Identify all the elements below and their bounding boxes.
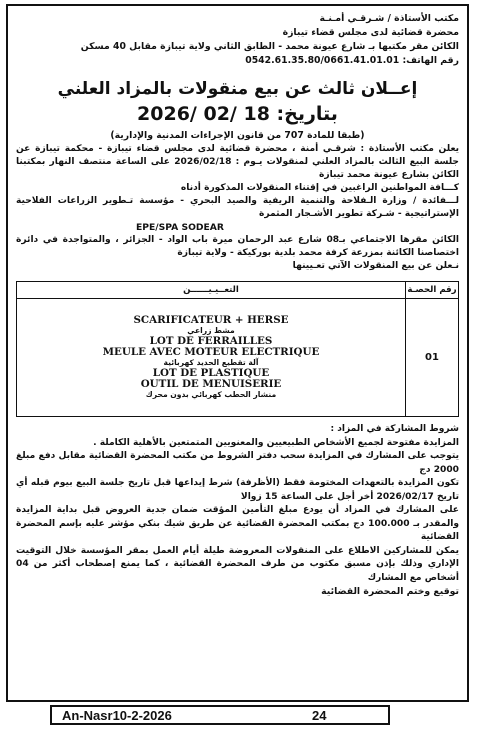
table-row — [17, 299, 459, 417]
auction-notice — [6, 4, 469, 702]
page-number: 24 — [312, 708, 327, 723]
date-label: بتاريخ: — [269, 103, 338, 125]
condition-item: يتوجب على المشارك في المزايدة سحب دفتر الشروط من مكتب المحضرة القضائية مقابل دفع مبلغ 2000 دج — [16, 451, 459, 475]
publication-footer — [50, 705, 390, 725]
office-header — [16, 12, 459, 68]
participation-conditions — [16, 423, 459, 599]
lot-item: MEULE AVEC MOTEUR ELECTRIQUE — [102, 346, 320, 358]
condition-item: المزايدة مفتوحة لجميع الأشخاص الطبيعيين والمعنويين المتمتعين بالأهلية الكاملة . — [93, 437, 459, 448]
lot-item: آلة تقطيع الحديد كهربائية — [163, 358, 259, 367]
lot-designation — [17, 299, 406, 417]
intro-beneficiary: لـــفائدة / وزارة الـفلاحة والتنمية الريفية والصيد البحري - مؤسسة تـطوير الزراعات الفلاحية الإستراتيجية - شـركة تطوير الأشـجار المثمرة — [16, 196, 459, 219]
col-lot-number: رقم الحصـة — [406, 282, 459, 299]
condition-item: على المشارك في المزاد أن يودع مبلغ التأمين المؤقت ضمان جدية العروض قبل بداية المزايدة والمقدر بـ 100.000 دج بمكتب المحضرة القضائية عن طريق شيك بنكي مؤشر عليه بإسم المحضرة القضائية — [16, 505, 460, 542]
lot-item: LOT DE FERRAILLES — [149, 335, 273, 347]
lots-table — [16, 281, 459, 417]
lot-item: LOT DE PLASTIQUE — [152, 367, 270, 379]
lot-number: 01 — [406, 299, 459, 417]
office-phone — [16, 54, 459, 68]
notice-date — [16, 102, 459, 126]
law-reference: (طبقا للمادة 707 من قانون الإجراءات المدنية والإدارية) — [110, 130, 365, 141]
lot-item: مشط زراعي — [187, 326, 235, 335]
phone-numbers: 0542.61.35.80/0661.41.01.01 — [245, 55, 400, 66]
office-role: محضرة قضائية لدى مجلس قضاء تيبازة — [282, 27, 459, 38]
signature-line: توقيع وختم المحضرة القضائية — [321, 586, 459, 597]
table-header-row — [17, 282, 459, 299]
intro-announce: نـعلن عن بيع المنقولات الآتي تعـيينها — [292, 261, 459, 271]
office-name: مكتب الأستاذة / شـرقـي أمـنـة — [319, 13, 459, 24]
office-address: الكائن مقر مكتبها بـ شارع عيونة محمد - الطابق الثاني ولاية تيبازة مقابل 40 مسكن — [80, 41, 459, 52]
lot-item: OUTIL DE MENUISERIE — [140, 378, 282, 390]
condition-item: يمكن للمشاركين الاطلاع على المنقولات المعروضة طيلة أيام العمل بمقر المؤسسة خلال التوقيت الإداري وذلك بإذن مسبق مكتوب من طرف المحضرة القضائية ، كما يمنع إصطحاب أكثر من 04 أشخاص مع المشارك — [16, 545, 459, 583]
lot-item: SCARIFICATEUR + HERSE — [133, 314, 289, 326]
conditions-heading: شروط المشاركة في المزاد : — [330, 424, 459, 434]
notice-body — [16, 143, 459, 273]
notice-title: إعــلان ثالث عن بيع منقولات بالمزاد العلني — [57, 79, 418, 99]
col-designation: التعــيـيــــــن — [17, 282, 406, 299]
publication-reference: An-Nasr10-2-2026 — [62, 708, 172, 723]
company-name: EPE/SPA SODEAR — [136, 222, 224, 233]
intro-company-address: الكائن مقرها الاجتماعي بـ08 شارع عبد الرحمان ميرة باب الواد - الجزائر ، والمتواجدة في دائرة اختصاصنا الكائنة بمزرعة كرفة محمد بلدية بوركيكة - ولاية تيبازة — [16, 235, 459, 258]
intro-audience: كـــافة المواطنين الراغبين في إقتناء المنقولات المذكورة أدناه — [180, 183, 459, 193]
date-value: 2026/ 02/ 18 — [137, 103, 270, 125]
lot-item: منشار الحطب كهربائي بدون محرك — [145, 390, 277, 399]
phone-label: رقم الهاتف: — [399, 55, 459, 66]
intro-paragraph: يعلن مكتب الأستاذة : شرقـي أمنة ، محضرة قضائية لدى مجلس قضاء تيبازة - محكمة تيبازة عن جلسة البيع الثالث بالمزاد العلني لمنقولات يـوم : 2026/02/18 على الساعة منتصف النهار بمكتبنا الكائن بشارع عيونة محمد تيبازة — [16, 144, 459, 180]
condition-item: تكون المزايدة بالتعهدات المختومة فقط (الأظرفة) شرط إيداعها قبل تاريخ جلسة البيع بيوم قبله أي تاريخ 2026/02/17 أخر أجل على الساعة 15 زوالا — [16, 478, 459, 502]
